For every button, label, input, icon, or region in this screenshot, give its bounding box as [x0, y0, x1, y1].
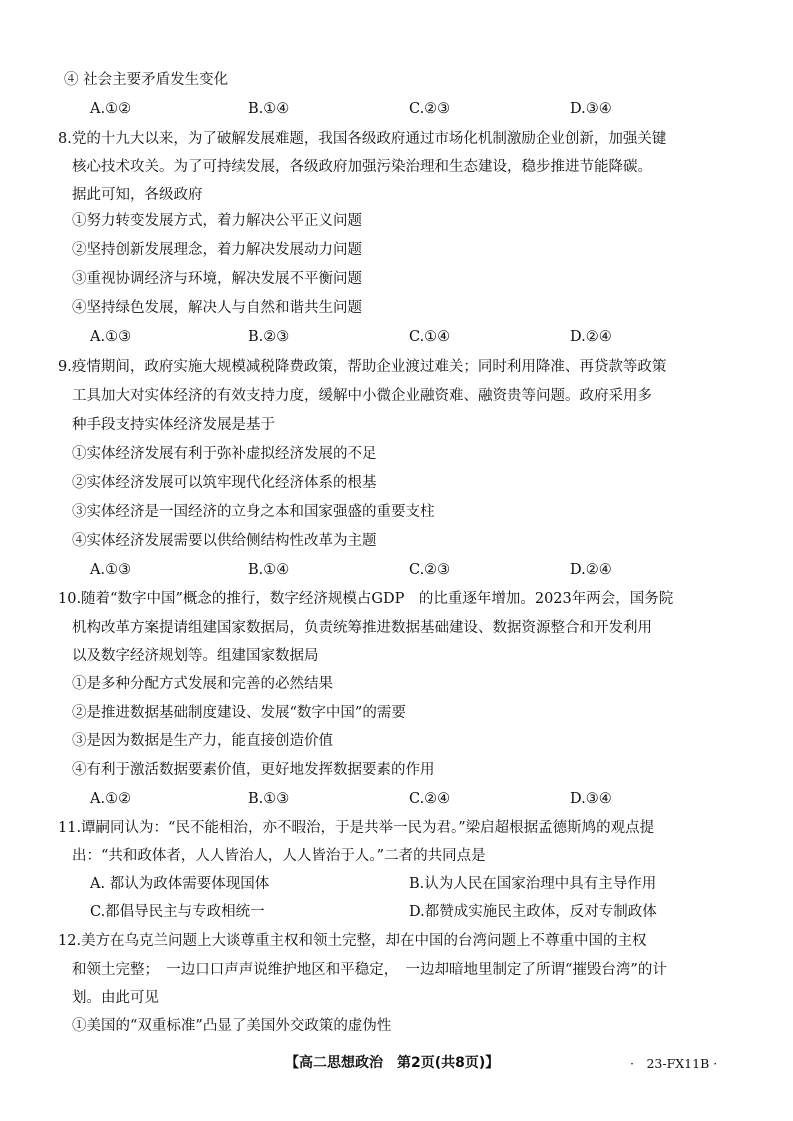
q10-choice-d[interactable]: D.③④: [570, 791, 612, 807]
q10-stem-line-1: 10.随着“数字中国”概念的推行，数字经济规模占GDP 的比重逐年增加。2023年两会，国务院: [58, 591, 674, 607]
q10-choices: [0, 789, 793, 809]
q9-option-2: ②实体经济发展可以筑牢现代化经济体系的根基: [72, 475, 377, 491]
q9-option-1: ①实体经济发展有利于弥补虚拟经济发展的不足: [72, 446, 377, 462]
q7-choice-d[interactable]: D.③④: [570, 101, 612, 117]
q7-choice-b[interactable]: B.①④: [248, 101, 290, 117]
q8-choice-d[interactable]: D.②④: [570, 329, 612, 345]
q10-option-2: ②是推进数据基础制度建设、发展“数字中国”的需要: [72, 705, 406, 721]
q8-option-3: ③重视协调经济与环境，解决发展不平衡问题: [72, 271, 362, 287]
q8-choice-b[interactable]: B.②③: [248, 329, 290, 345]
q11-stem-line-1: 11.谭嗣同认为：“民不能相治，亦不暇治，于是共举一民为君。”梁启超根据孟德斯鸠的观点提: [58, 820, 655, 836]
q8-choice-c[interactable]: C.①④: [409, 329, 451, 345]
q8-option-2: ②坚持创新发展理念，着力解决发展动力问题: [72, 242, 362, 258]
q10-choice-a[interactable]: A.①②: [90, 791, 132, 807]
q9-choice-d[interactable]: D.②④: [570, 562, 612, 578]
q9-choices: [0, 560, 793, 580]
q11-choices-row-1: [0, 874, 793, 894]
q9-stem-line-1: 9.疫情期间，政府实施大规模减税降费政策，帮助企业渡过难关；同时利用降准、再贷款等政策: [58, 359, 667, 375]
q8-choices: [0, 327, 793, 347]
q9-choice-c[interactable]: C.②③: [409, 562, 451, 578]
q12-stem-line-2: 和领土完整； 一边口口声声说维护地区和平稳定， 一边却暗地里制定了所谓“摧毁台湾”的计: [72, 962, 667, 978]
footer-page-label: 【高二思想政治 第2页(共8页)】: [285, 1055, 500, 1071]
q12-stem-line-1: 12.美方在乌克兰问题上大谈尊重主权和领土完整，却在中国的台湾问题上不尊重中国的主权: [58, 933, 647, 949]
q10-option-4: ④有利于激活数据要素价值，更好地发挥数据要素的作用: [72, 762, 435, 778]
q11-stem-line-2: 出：“共和政体者，人人皆治人，人人皆治于人。”二者的共同点是: [72, 848, 486, 864]
q7-choice-a[interactable]: A.①②: [90, 101, 132, 117]
q12-option-1: ①美国的“双重标准”凸显了美国外交政策的虚伪性: [72, 1018, 392, 1034]
q9-choice-b[interactable]: B.①④: [248, 562, 290, 578]
q9-stem-line-3: 种手段支持实体经济发展是基于: [72, 417, 275, 433]
q11-choice-d[interactable]: D.都赞成实施民主政体，反对专制政体: [409, 904, 657, 920]
q11-choice-c[interactable]: C.都倡导民主与专政相统一: [90, 904, 265, 920]
q10-option-3: ③是因为数据是生产力，能直接创造价值: [72, 733, 333, 749]
q11-choices-row-2: [0, 902, 793, 922]
q10-choice-b[interactable]: B.①③: [248, 791, 290, 807]
q10-choice-c[interactable]: C.②④: [409, 791, 451, 807]
q11-choice-b[interactable]: B.认为人民在国家治理中具有主导作用: [409, 876, 657, 892]
q10-option-1: ①是多种分配方式发展和完善的必然结果: [72, 676, 333, 692]
q7-choice-c[interactable]: C.②③: [409, 101, 451, 117]
q9-stem-line-2: 工具加大对实体经济的有效支持力度，缓解中小微企业融资难、融资贵等问题。政府采用多: [72, 388, 652, 404]
page-footer: [0, 1052, 793, 1074]
q8-stem-line-3: 据此可知，各级政府: [72, 187, 203, 203]
q9-option-4: ④实体经济发展需要以供给侧结构性改革为主题: [72, 533, 377, 549]
q9-choice-a[interactable]: A.①③: [90, 562, 132, 578]
q12-stem-line-3: 划。由此可见: [72, 990, 159, 1006]
q8-option-4: ④坚持绿色发展，解决人与自然和谐共生问题: [72, 300, 362, 316]
q8-option-1: ①努力转变发展方式，着力解决公平正义问题: [72, 213, 362, 229]
q9-option-3: ③实体经济是一国经济的立身之本和国家强盛的重要支柱: [72, 504, 435, 520]
q11-choice-a[interactable]: A. 都认为政体需要体现国体: [90, 876, 270, 892]
q7-option-4: ④ 社会主要矛盾发生变化: [64, 72, 229, 88]
q10-stem-line-3: 以及数字经济规划等。组建国家数据局: [72, 648, 319, 664]
footer-code: · 23-FX11B ·: [630, 1056, 718, 1071]
q8-choice-a[interactable]: A.①③: [90, 329, 132, 345]
q10-stem-line-2: 机构改革方案提请组建国家数据局，负责统筹推进数据基础建设、数据资源整合和开发利用: [72, 620, 652, 636]
q8-stem-line-2: 核心技术攻关。为了可持续发展，各级政府加强污染治理和生态建设，稳步推进节能降碳。: [72, 159, 652, 175]
q7-choices: [0, 99, 793, 119]
q8-stem-line-1: 8.党的十九大以来，为了破解发展难题，我国各级政府通过市场化机制激励企业创新，加强关键: [58, 131, 667, 147]
